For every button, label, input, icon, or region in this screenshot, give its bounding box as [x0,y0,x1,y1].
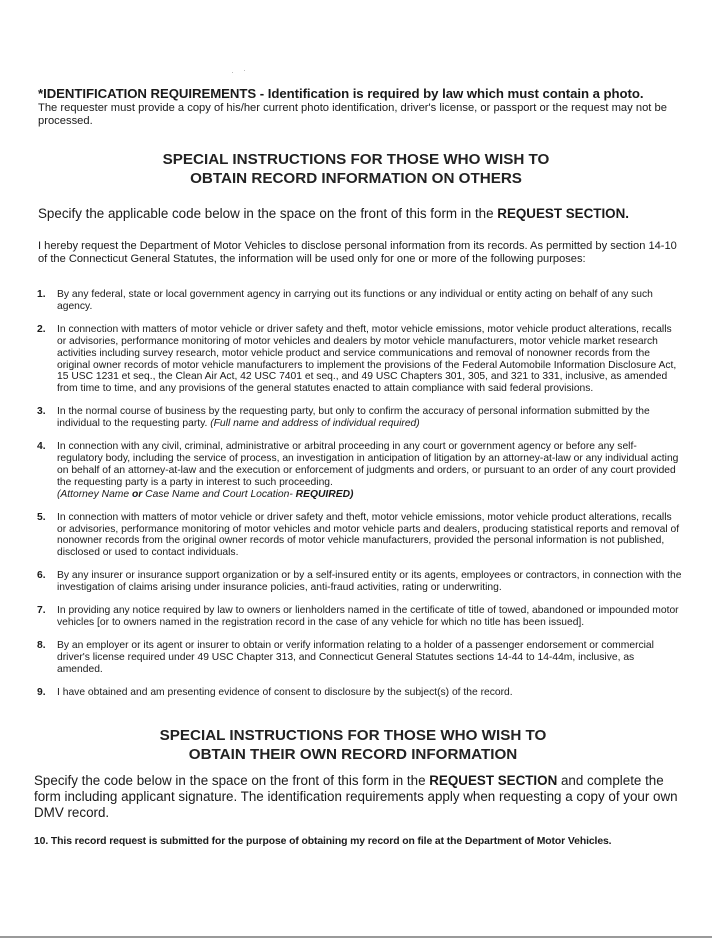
list-item [37,570,682,594]
request-section-label: REQUEST SECTION [429,773,558,788]
others-section-title [0,150,718,188]
item-number: 8. [37,639,46,651]
others-title-line2: OBTAIN RECORD INFORMATION ON OTHERS [190,170,522,187]
item-number: 6. [37,570,46,582]
item-number: 2. [37,323,46,335]
item-number: 3. [37,406,46,418]
own-section-title [0,726,715,764]
item-text: In the normal course of business by the requesting party, but only to confirm the accuracy of personal information submitted by the individual to the requesting party. [57,406,650,430]
item-note [57,489,353,500]
item-text: In providing any notice required by law to owners or lienholders named in the certificate of title of towed, abandoned or impounded motor vehicles [or to owners named in the registration record in the case of any vehicle for which no title has been issued]. [57,605,679,628]
item-number: 7. [37,605,46,617]
own-title-line2: OBTAIN THEIR OWN RECORD INFORMATION [188,746,518,763]
item-text: I have obtained and am presenting evidence of consent to disclosure by the subject(s) of the record. [57,686,513,698]
own-title-line1: SPECIAL INSTRUCTIONS FOR THOSE WHO WISH TO [159,727,547,744]
scan-edge-line [0,936,712,938]
item-number: 9. [37,686,46,698]
list-item [37,406,682,430]
item-note: (Full name and address of individual required) [210,418,420,430]
item-text: By any federal, state or local government agency in carrying out its functions or any individual or entity acting on behalf of any such agency. [57,289,653,312]
item-text: By an employer or its agent or insurer to obtain or verify information relating to a holder of a passenger endorsement or commercial driver's license required under 49 USC Chapter 313, and Connecticut General Statutes sections 14-44 to 14-44m, inclusive, as amended. [57,639,654,675]
note-or: or [131,488,143,500]
item-text: In connection with matters of motor vehicle or driver safety and theft, motor vehicle emissions, motor vehicle product alterations, recalls or advisories, performance monitoring of motor vehicles and motor vehicle parts and dealers, producing statistical reports and removal of nonowner records from the original owner records of motor vehicle manufacturers, provided the personal information is not published, disclosed or used to contact individuals. [57,511,680,559]
request-section-label: REQUEST SECTION. [497,206,629,221]
specify-text-continued: and complete the form including applicant signature. The identification requirements apply when requesting a copy of your own DMV record. [34,773,678,820]
note-part: Case Name and Court Location- [142,488,296,500]
list-item [37,640,682,676]
others-specify-instruction [38,206,629,221]
specify-text: Specify the code below in the space on the front of this form in the [34,773,430,788]
own-specify-instruction [34,773,694,821]
item-text: By any insurer or insurance support organization or by a self-insured entity or its agents, employees or contractors, in connection with the investigation of claims arising under insurance policies, anti-fraud activities, rating or underwriting. [57,570,682,594]
list-item [37,441,682,501]
note-required: REQUIRED) [295,488,354,500]
note-part: (Attorney Name [57,488,132,500]
identification-body: The requester must provide a copy of his/her current photo identification, driver's license, or passport or the request may not be processed. [38,102,667,127]
item-text: In connection with any civil, criminal, administrative or arbitral proceeding in any court or government agency or before any self-regulatory body, including the service of process, an investigation in anticipation of litigation by an attorney-at-law or any individual acting on behalf of an attorney-at-law and the execution or enforcement of judgments and orders, or pursuant to an order of any court provided the requesting party is a party in interest to such proceeding. [57,441,679,488]
list-item [37,512,682,560]
item-number: 4. [37,441,46,453]
scan-speck [244,70,245,71]
item-text: In connection with matters of motor vehicle or driver safety and theft, motor vehicle emissions, motor vehicle product alterations, recalls or advisories, performance monitoring of motor vehicles and dealers by motor vehicle manufacturers, motor vehicle market research activities including survey research, motor vehicle product and service communications and removal of nonowner records from the original owner records of motor vehicle manufacturers to implement the provisions of the Federal Automobile Information Disclosure Act, 15 USC 1231 et seq., the Clean Air Act, 42 USC 7401 et seq., and 49 USC Chapters 301, 305, and 321 to 331, inclusive, as amended from time to time, and any provisions of the general statutes enacted to attain compliance with said federal provisions. [57,323,677,395]
item-10: 10. This record request is submitted for the purpose of obtaining my record on file at the Department of Motor Vehicles. [34,836,612,847]
specify-text: Specify the applicable code below in the space on the front of this form in the [38,206,498,221]
item-number: 5. [37,511,46,523]
others-intro-paragraph: I hereby request the Department of Motor Vehicles to disclose personal information from its records. As permitted by section 14-10 of the Connecticut General Statutes, the information will be used only for one or more of the following purposes: [38,240,677,265]
list-item [37,687,682,699]
list-item [37,605,682,629]
item-number: 1. [37,289,46,300]
identification-heading: *IDENTIFICATION REQUIREMENTS - Identification is required by law which must contain a photo. [38,86,644,101]
scan-speck [232,72,233,73]
list-item [37,289,682,313]
others-title-line1: SPECIAL INSTRUCTIONS FOR THOSE WHO WISH TO [162,151,550,168]
list-item [37,324,682,395]
purpose-list [37,289,682,698]
